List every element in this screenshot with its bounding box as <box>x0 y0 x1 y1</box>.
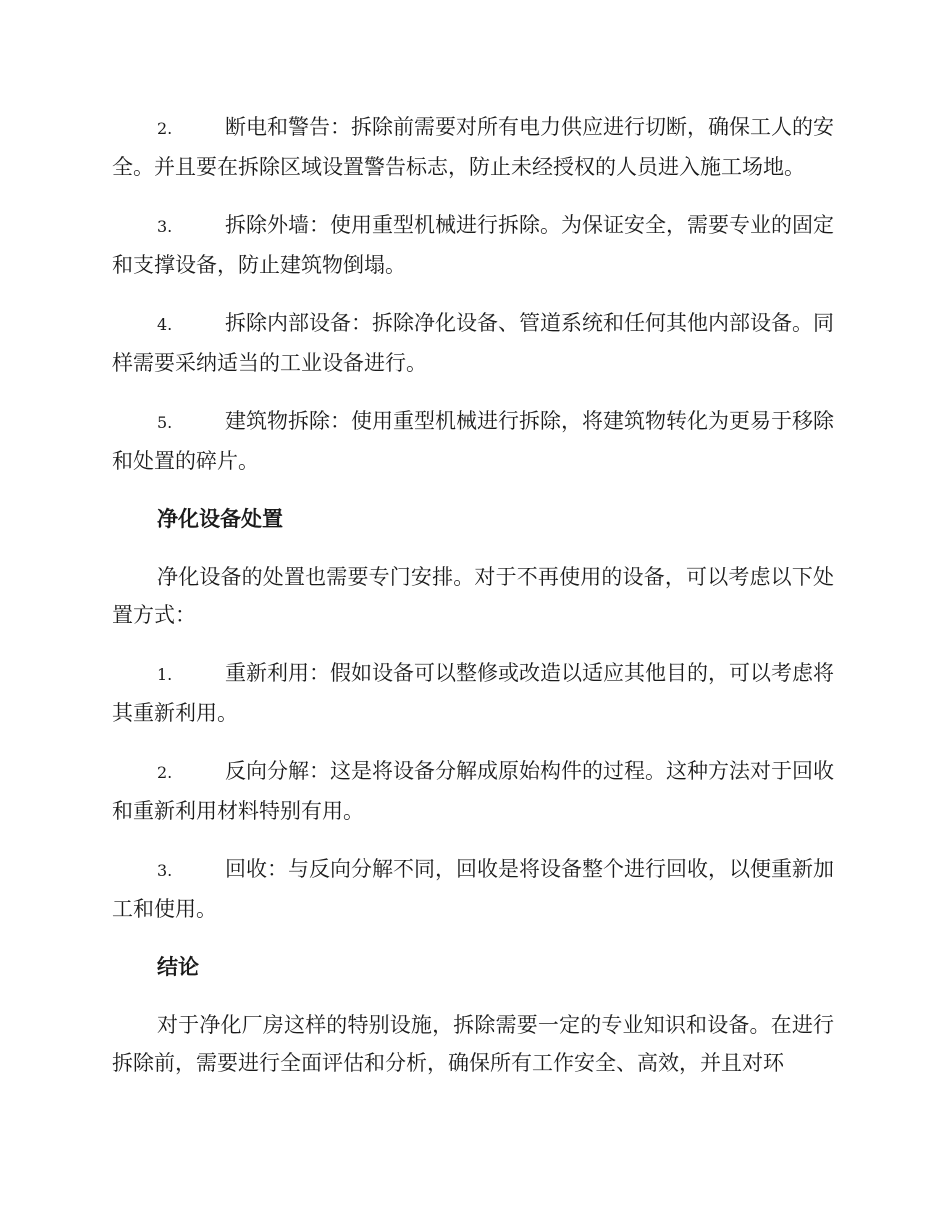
list-number: 5. <box>157 413 173 432</box>
list-number: 1. <box>157 665 173 684</box>
conclusion-paragraph: 对于净化厂房这样的特别设施，拆除需要一定的专业知识和设备。在进行拆除前，需要进行全面评估和分析，确保所有工作安全、高效，并且对环 <box>112 1013 834 1075</box>
list-item <box>112 850 834 928</box>
list-text: 重新利用：假如设备可以整修或改造以适应其他目的，可以考虑将其重新利用。 <box>112 661 834 725</box>
list-item <box>112 304 834 382</box>
list-text: 断电和警告：拆除前需要对所有电力供应进行切断，确保工人的安全。并且要在拆除区域设置警告标志，防止未经授权的人员进入施工场地。 <box>112 115 834 179</box>
list-text: 拆除外墙：使用重型机械进行拆除。为保证安全，需要专业的固定和支撑设备，防止建筑物倒塌。 <box>112 213 834 277</box>
list-text: 建筑物拆除：使用重型机械进行拆除，将建筑物转化为更易于移除和处置的碎片。 <box>112 409 834 473</box>
list-number: 2. <box>157 763 173 782</box>
list-text: 反向分解：这是将设备分解成原始构件的过程。这种方法对于回收和重新利用材料特别有用。 <box>112 759 834 823</box>
list-number: 3. <box>157 861 173 880</box>
list-number: 4. <box>157 315 173 334</box>
list-item <box>112 402 834 480</box>
list-number: 2. <box>157 119 173 138</box>
list-text: 回收：与反向分解不同，回收是将设备整个进行回收，以便重新加工和使用。 <box>112 857 834 921</box>
list-item <box>112 752 834 830</box>
list-item <box>112 108 834 186</box>
list-item <box>112 654 834 732</box>
list-text: 拆除内部设备：拆除净化设备、管道系统和任何其他内部设备。同样需要采纳适当的工业设备进行。 <box>112 311 834 375</box>
section-heading-disposal: 净化设备处置 <box>157 506 283 531</box>
document-page <box>112 108 834 1102</box>
section-heading-conclusion: 结论 <box>157 954 199 979</box>
list-item <box>112 206 834 284</box>
list-number: 3. <box>157 217 173 236</box>
section-intro-paragraph: 净化设备的处置也需要专门安排。对于不再使用的设备，可以考虑以下处置方式： <box>112 565 834 627</box>
